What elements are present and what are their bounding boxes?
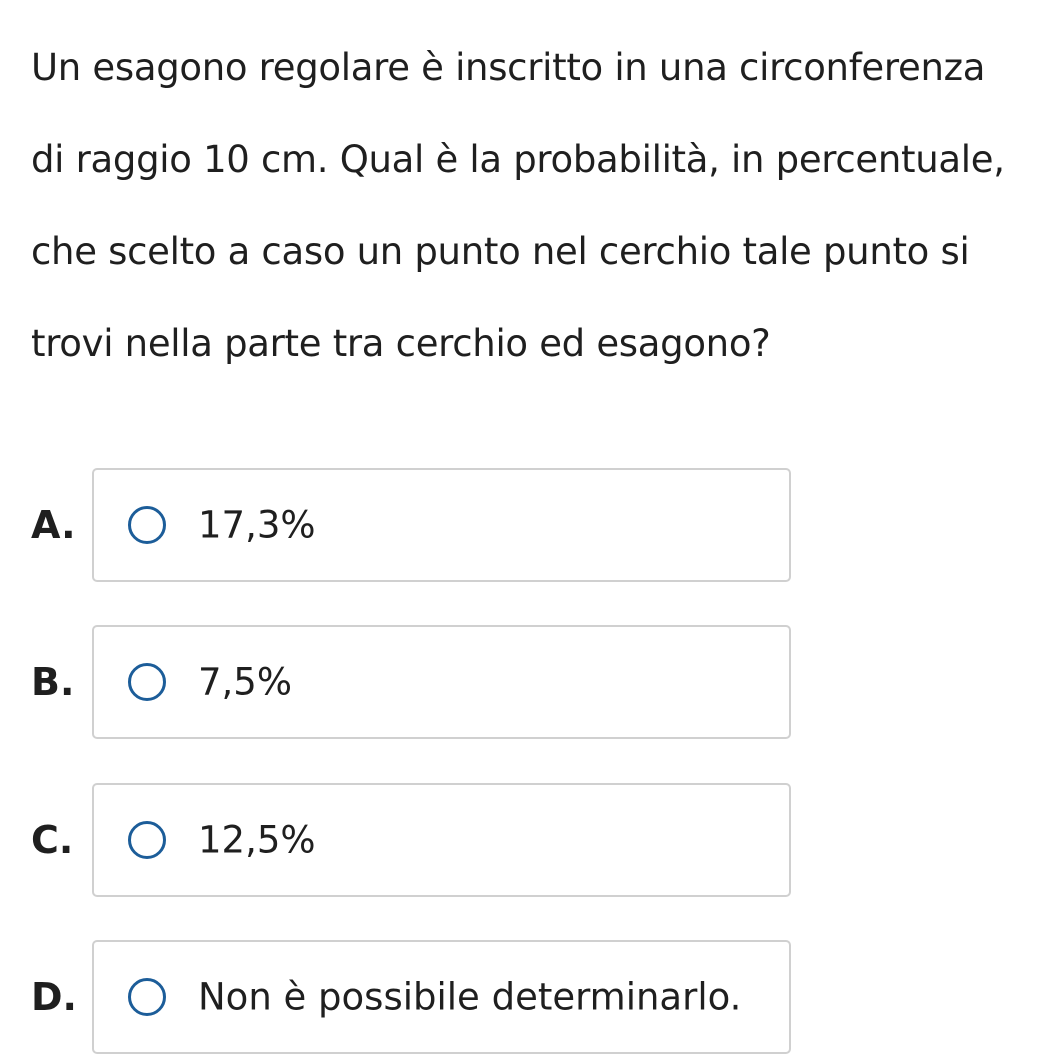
- option-d-button[interactable]: [92, 940, 791, 1054]
- question-line-2: di raggio 10 cm. Qual è la probabilità, in percentuale,: [31, 138, 1005, 181]
- option-row-b: [0, 625, 1051, 739]
- option-letter-b: B.: [31, 660, 75, 704]
- radio-circle-icon[interactable]: [128, 663, 166, 701]
- option-a-label: 17,3%: [198, 503, 316, 547]
- option-b-label: 7,5%: [198, 660, 292, 704]
- option-row-d: [0, 940, 1051, 1054]
- option-letter-a: A.: [31, 503, 76, 547]
- option-c-button[interactable]: [92, 783, 791, 897]
- option-letter-d: D.: [31, 975, 77, 1019]
- option-row-c: [0, 783, 1051, 897]
- option-c-label: 12,5%: [198, 818, 316, 862]
- question-line-4: trovi nella parte tra cerchio ed esagono?: [31, 322, 771, 365]
- option-row-a: [0, 468, 1051, 582]
- radio-circle-icon[interactable]: [128, 821, 166, 859]
- question-line-3: che scelto a caso un punto nel cerchio tale punto si: [31, 230, 970, 273]
- option-letter-c: C.: [31, 818, 74, 862]
- option-d-label: Non è possibile determinarlo.: [198, 975, 742, 1019]
- radio-circle-icon[interactable]: [128, 506, 166, 544]
- option-a-button[interactable]: [92, 468, 791, 582]
- radio-circle-icon[interactable]: [128, 978, 166, 1016]
- option-b-button[interactable]: [92, 625, 791, 739]
- question-line-1: Un esagono regolare è inscritto in una circonferenza: [31, 46, 986, 89]
